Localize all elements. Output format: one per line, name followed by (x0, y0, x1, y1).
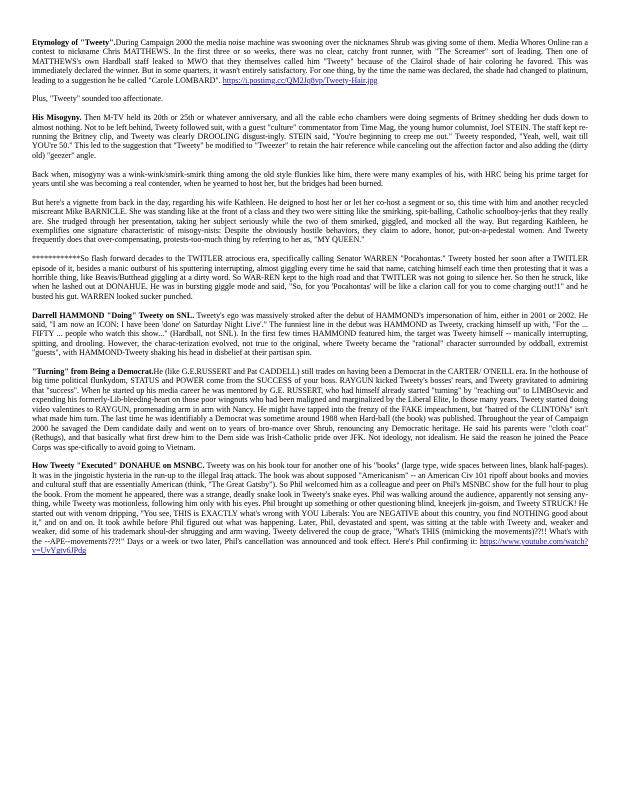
section-body: Then M-TV held its 20th or 25th or whatever anniversary, and all the cable echo chambers were doing segments of Britney shedding her duds down to almost nothing. Not to be left behind, Tweety followed suit, with a guest "culture" commentator from Time Mag, the young humor columnist, Joel STEIN. The staff kept re-running the Britney clip, and Tweety was clearly DROOLING disgust-ingly. STEIN said, "You're beginning to creep me out." Tweety responded, "Yeah, well, wait till YOU're 50." This led to the suggestion that "Tweety" be modified to "Tweezer" to retain the hair reference while canceling out the affection factor and also adding the (dirty old) "geezer" angle. (32, 113, 588, 160)
section-body: Plus, "Tweety" sounded too affectionate. (32, 94, 164, 104)
section-body: But here's a vignette from back in the day, regarding his wife Kathleen. He deigned to host her or let her co-host a segment or so, this time with him and another recycled miscreant Mike BARNICLE. She was standing like at the front of a class and they two were sitting like the smirking, spit-balling, Catholic schoolboy-jerks that they really are. She trudged through her presentation, taking her subject seriously while the two of them smirked, giggled, and mocked all the way. But regarding Kathleen, he exemplifies one signature characteristic of misogy-nists: Despite the obviously hostile behaviors, they claim to adore, honor, put-on-a-pedestal women. And Tweety frequently does that over-compensating, protests-too-much thing by referring to her as, "MY QUEEN." (32, 197, 588, 245)
section-hammond (32, 311, 588, 358)
section-body: Back when, misogyny was a wink-wink/smirk-smirk thing among the old style flunkies like him, there were many examples of his, with HRC being his prime target for years until she was becoming a real contender, when he yearned to host her, but the bridges had been burned. (32, 169, 588, 188)
section-heading: Darrell HAMMOND "Doing" Tweety on SNL. (32, 310, 195, 320)
section-heading: "Turning" from Being a Democrat. (32, 367, 154, 376)
section-body: Tweety's ego was massively stroked after the debut of HAMMOND's impersonation of him, either in 2001 or 2002. He said, "I am now an ICON: I have been 'done' on Saturday Night Live'." The funniest line in the debut was HAMMOND as Tweety, cracking himself up with, "For the ... FIFTY ... people who watch this show..." (Hardball, not SNL). In the first few times HAMMOND featured him, the target was Tweety himself -- manically interrupting, spitting, and drooling. However, the charac-terization evolved, not true to the original, where Tweety became the "rational" character surrounded by oddball, extremist "guests", with HAMMOND-Tweety shaking his head in disbelief at their partisan spin. (32, 310, 588, 358)
section-turning (32, 367, 588, 452)
section-etymology (32, 38, 588, 85)
section-plus (32, 94, 588, 103)
section-body: ************So flash forward decades to the TWITLER atrocious era, specifically calling Senator WARREN "Pocahontas." Tweety hosted her soon after a TWITLER episode of it, besides a manic outburst of his sputtering interrupting, almost giggling every time he said that name, catching himself each time then protesting that it was a horrible thing, like Beavis/Butthead giggling at a dirty word. So WAR-REN kept to the high road and that TWITLER was not going to silence her. So then he struck, like when he lashed out at DONAHUE. He was in bursting giggle mode and said, "So, for you 'Pocahontas' will be like a clarion call for you to come charging out!1" and he busted his gut. WARREN looked sucker punched. (32, 254, 588, 301)
section-warren (32, 254, 588, 301)
section-heading: Etymology of "Tweety". (32, 38, 116, 47)
section-misogyny (32, 113, 588, 160)
section-misogyny-hrc (32, 170, 588, 189)
tweety-hair-link[interactable]: https://i.postimg.cc/QM2Jq8vp/Tweety-Hair.jpg (222, 75, 378, 85)
section-kathleen (32, 198, 588, 245)
section-body: Tweety was on his book tour for another one of his "books" (large type, wide spaces between lines, blank half-pages). It was in the jingoistic hysteria in the run-up to the illegal Iraq attack. The book was about supposed "Americanism" -- an American Civ 101 ripoff about books and movies and cultural stuff that are essentially American (think, "The Great Gatsby"). So Phil welcomed him as a colleague and peer on Phil's MSNBC show for the full hour to plug the book. From the moment he appeared, there was a strange, deadly snake look in Tweety's snake eyes. Phil was walking around the audience, apparently not sensing any-thing, while Tweety was motionless, following him only with his eyes. Phil brought up something or other questioning blind, kneejerk jin-goism, and Tweety STRUCK! He started out with venom dripping, "You see, THIS is EXACTLY what's wrong with YOU Liberals: You are NEGATIVE about this country, you find NOTHING good about it," and on and on. It took awhile before Phil figured out what was happening. Later, Phil, devastated and spent, was sitting at the table with Tweety and, weaker and weaker, did some of his trademark shoul-der shrugging and arm waving. Tweety delivered the coup de grace, "What's THIS (mimicking the movements)??!! What's with the --APE--movements???!" Days or a week or two later, Phil's cancellation was announced and took effect. Here's Phil confirming it: (32, 461, 588, 546)
section-heading: How Tweety "Executed" DONAHUE on MSNBC. (32, 461, 205, 471)
section-body: He (like G.E.RUSSERT and Pat CADDELL) still trades on having been a Democrat in the CARTER/ O'NEILL era. In the hothouse of big time political flunkydom, STATUS and POWER come from the SUCCESS of your boss. RAYGUN kicked Tweety's bosses' rears, and Tweety gravitated to admiring that "success". When he started up his media career he was mentored by G.E. RUSSERT, who had himself already started "turning" by "reaching out" to LIMBOsevic and expending his formerly-Lib-bleeding-heart on those poor wingnuts who had been maligned and marginalized by the Liberal Elite, lo those many years. Tweety started doing video valentines to RAYGUN, promenading arm in arm with Nancy. He might have tapped into the frenzy of the FAKE impeachment, but "hatred of the CLINTONs" isn't what made him turn. The last time he was identifiably a Democrat was sometime around 1988 when Hard-ball (the book) was published. Throughout the year of Campaign 2000 he savaged the Dem candidate daily and went on to years of bro-mance over Shrub, renouncing any Democratic heritage. He said his parents were "cloth coat" (Rethugs), and that basically what first drew him to the Dem side was Irish-Catholic pride over JFK. Not ideology, not idealism. He said the reason he joined the Peace Corps was spe-cifically to avoid going to Vietnam. (32, 367, 588, 452)
section-donahue (32, 461, 588, 556)
section-heading: His Misogyny. (32, 113, 82, 123)
youtube-link[interactable]: https://www.youtube.com/watch?v=UvYgtv6JPdg (32, 536, 588, 556)
section-body: During Campaign 2000 the media noise machine was swooning over the nicknames Shrub was giving some of them. Media Whores Online ran a contest to nickname Chris MATTHEWS. In the first three or so weeks, there was no clear, catchy front runner, with "The Screamer" sort of leading. Then one of MATTHEWS's own Hardball staff leaked to MWO that they themselves called him "Tweety" because of the Clairol shade of hair coloring he favored. This was immediately declared the winner. But in some quarters, it wasn't entirely satisfactory. For one thing, by the time the name was declared, the shade had changed to platinum, leading to a suggestion he be called "Carole LOMBARD". (32, 38, 588, 85)
